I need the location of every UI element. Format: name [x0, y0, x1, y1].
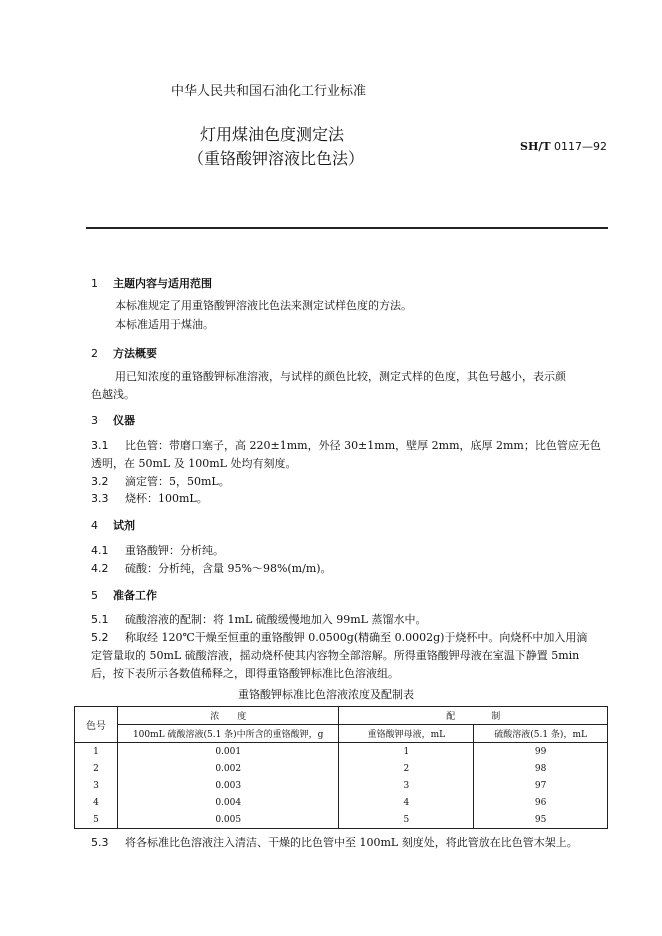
clause-number: 5.1	[91, 613, 109, 626]
cell-mother-liquor: 3	[339, 777, 474, 794]
cell-concentration: 0.004	[117, 794, 339, 811]
section-title: 方法概要	[113, 347, 157, 360]
clause-3-1	[91, 437, 601, 454]
clause-text: 重铬酸钾：分析纯。	[125, 544, 224, 557]
clause-5-1	[91, 611, 426, 628]
clause-number: 5.3	[91, 836, 109, 849]
clause-number: 5.2	[91, 631, 109, 644]
table-header-row	[75, 707, 608, 725]
clause-text: 比色管：带磨口塞子，高 220±1mm，外径 30±1mm，壁厚 2mm，底厚 2mm；比色管应无色	[125, 439, 601, 452]
cell-color-number: 5	[75, 811, 118, 829]
cell-color-number: 4	[75, 794, 118, 811]
section-number: 2	[91, 347, 98, 360]
section-number: 5	[91, 589, 98, 602]
clause-number: 4.2	[91, 562, 109, 575]
cell-sulfuric-acid: 98	[474, 760, 608, 777]
section-title: 主题内容与适用范围	[113, 277, 212, 290]
header-preparation: 配 制	[339, 707, 608, 725]
cell-mother-liquor: 5	[339, 811, 474, 829]
clause-3-2	[91, 473, 230, 490]
section-number: 4	[91, 519, 98, 532]
section-number: 1	[91, 277, 98, 290]
cell-concentration: 0.001	[117, 743, 339, 761]
code-prefix: SH/T	[520, 140, 551, 153]
header-sulfuric-acid: 硫酸溶液(5.1 条)，mL	[474, 725, 608, 743]
section-5-heading	[91, 587, 157, 603]
cell-color-number: 1	[75, 743, 118, 761]
paragraph: 本标准规定了用重铬酸钾溶液比色法来测定试样色度的方法。	[115, 299, 412, 312]
cell-sulfuric-acid: 97	[474, 777, 608, 794]
section-title: 仪器	[113, 414, 135, 427]
paragraph: 本标准适用于煤油。	[115, 318, 214, 331]
table-caption: 重铬酸钾标准比色溶液浓度及配制表	[238, 688, 414, 701]
standard-solution-table	[74, 706, 608, 829]
cell-color-number: 2	[75, 760, 118, 777]
table-row	[75, 811, 608, 829]
table-row	[75, 777, 608, 794]
clause-text: 烧杯：100mL。	[125, 492, 208, 505]
clause-text: 滴定管：5，50mL。	[125, 475, 230, 488]
clause-text: 硫酸：分析纯，含量 95%～98%(m/m)。	[125, 562, 332, 575]
title-line-1: 灯用煤油色度测定法	[200, 125, 345, 144]
title-line-2: （重铬酸钾溶液比色法）	[188, 149, 365, 168]
paragraph: 后，按下表所示各数值稀释之，即得重铬酸钾标准比色溶液组。	[91, 667, 399, 680]
paragraph: 色越浅。	[91, 388, 135, 401]
clause-text: 硫酸溶液的配制：将 1mL 硫酸缓慢地加入 99mL 蒸馏水中。	[125, 613, 427, 626]
section-title: 准备工作	[113, 589, 157, 602]
cell-concentration: 0.003	[117, 777, 339, 794]
section-1-heading	[91, 275, 212, 291]
clause-text: 将各标准比色溶液注入清洁、干燥的比色管中至 100mL 刻度处，将此管放在比色管木架上。	[125, 836, 578, 849]
section-2-heading	[91, 345, 157, 361]
clause-4-2	[91, 560, 332, 577]
section-number: 3	[91, 414, 98, 427]
clause-5-3	[91, 834, 578, 851]
cell-mother-liquor: 2	[339, 760, 474, 777]
table-row	[75, 743, 608, 761]
header-concentration-detail: 100mL 硫酸溶液(5.1 条)中所含的重铬酸钾，g	[117, 725, 339, 743]
clause-text: 称取经 120℃干燥至恒重的重铬酸钾 0.0500g(精确至 0.0002g)于烧杯中。向烧杯中加入用滴	[125, 631, 588, 644]
paragraph: 透明，在 50mL 及 100mL 处均有刻度。	[91, 457, 297, 470]
section-title: 试剂	[113, 519, 135, 532]
header-concentration: 浓 度	[117, 707, 339, 725]
cell-sulfuric-acid: 95	[474, 811, 608, 829]
clause-4-1	[91, 542, 224, 559]
section-3-heading	[91, 412, 135, 428]
header-color-number: 色号	[75, 707, 118, 743]
clause-3-3	[91, 490, 208, 507]
clause-number: 4.1	[91, 544, 109, 557]
standard-code	[520, 140, 607, 153]
paragraph: 定管量取的 50mL 硫酸溶液，摇动烧杯使其内容物全部溶解。所得重铬酸钾母液在室温下静置 5min	[91, 649, 580, 662]
title-divider	[86, 227, 608, 229]
cell-sulfuric-acid: 96	[474, 794, 608, 811]
clause-5-2	[91, 629, 587, 646]
paragraph: 用已知浓度的重铬酸钾标准溶液，与试样的颜色比较，测定式样的色度，其色号越小，表示颜	[115, 370, 566, 383]
header-mother-liquor: 重铬酸钾母液，mL	[339, 725, 474, 743]
clause-number: 3.2	[91, 475, 109, 488]
cell-concentration: 0.002	[117, 760, 339, 777]
cell-concentration: 0.005	[117, 811, 339, 829]
table-subheader-row	[75, 725, 608, 743]
cell-sulfuric-acid: 99	[474, 743, 608, 761]
standard-issuing-body: 中华人民共和国石油化工行业标准	[171, 84, 367, 99]
cell-mother-liquor: 1	[339, 743, 474, 761]
table-row	[75, 760, 608, 777]
cell-mother-liquor: 4	[339, 794, 474, 811]
section-4-heading	[91, 517, 135, 533]
document-title	[188, 123, 364, 171]
clause-number: 3.1	[91, 439, 109, 452]
table-row	[75, 794, 608, 811]
cell-color-number: 3	[75, 777, 118, 794]
code-number: 0117—92	[554, 140, 608, 153]
clause-number: 3.3	[91, 492, 109, 505]
